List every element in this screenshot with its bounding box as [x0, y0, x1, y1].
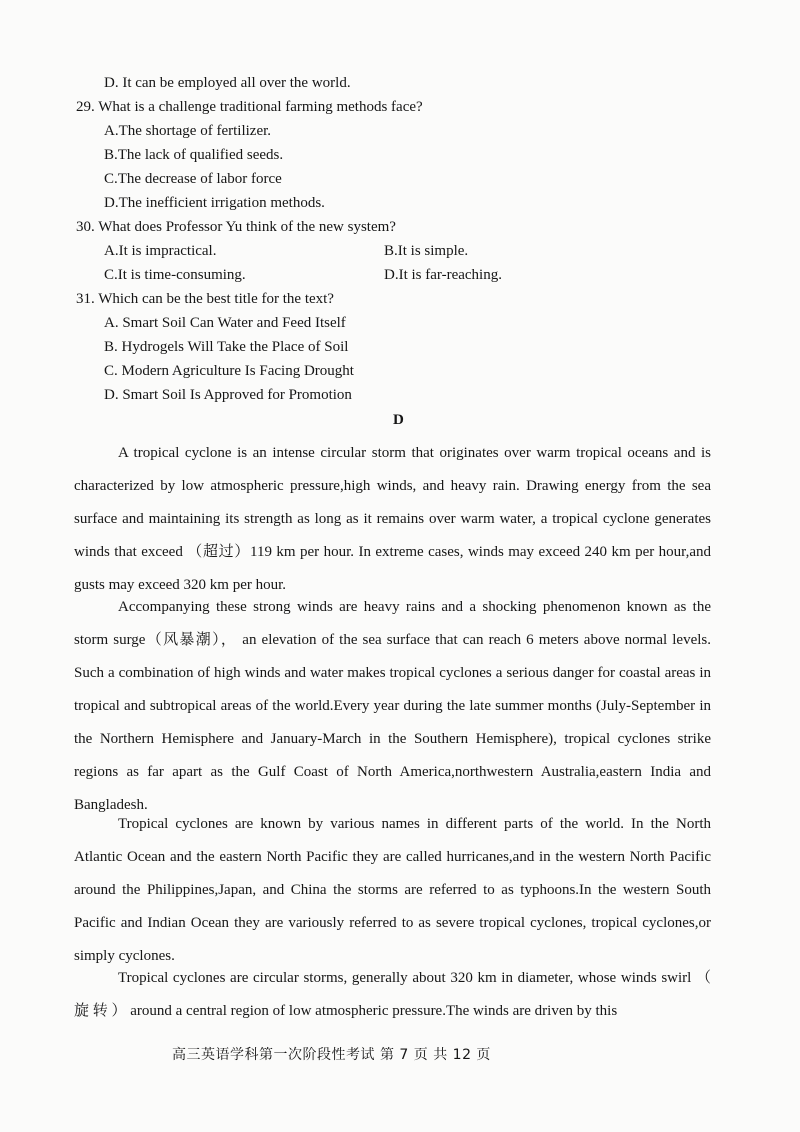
q30-option-b: B.It is simple.	[384, 243, 469, 259]
q29-option-d: D.The inefficient irrigation methods.	[104, 195, 325, 211]
paragraph-text: A tropical cyclone is an intense circular storm that originates over warm tropical oceans and is characterized by low atmospheric pressure,high winds, and heavy rain. Drawing energy from the sea surface and maintaining its strength as long as it remains over warm water, a tropical cyclone generates winds that exceed （超过）119 km per hour. In extreme cases, winds may exceed 240 km per hour,and gusts may exceed 320 km per hour.	[74, 445, 711, 593]
q29-option-b: B.The lack of qualified seeds.	[104, 147, 284, 163]
paragraph-text: Tropical cyclones are circular storms, generally about 320 km in diameter, whose winds swirl （ 旋 转 ） around a central region of low atmospheric pressure.The winds are driven by this	[74, 970, 711, 1019]
q30-stem: 30. What does Professor Yu think of the new system?	[76, 219, 396, 235]
q30-option-d: D.It is far-reaching.	[384, 267, 502, 283]
section-heading: D	[393, 412, 404, 428]
paragraph-text: Accompanying these strong winds are heavy rains and a shocking phenomenon known as the storm surge（风暴潮）， an elevation of the sea surface that can reach 6 meters above normal levels. Such a combination of high winds and water makes tropical cyclones a serious danger for coastal areas in tropical and subtropical areas of the world.Every year during the late summer months (July-September in the Northern Hemisphere and January-March in the Southern Hemisphere), tropical cyclones strike regions as far apart as the Gulf Coast of North America,northwestern Australia,eastern India and Bangladesh.	[74, 599, 711, 813]
q30-option-a: A.It is impractical.	[104, 243, 217, 259]
q31-option-c: C. Modern Agriculture Is Facing Drought	[104, 363, 354, 379]
passage-paragraph	[74, 591, 711, 822]
passage-paragraph	[74, 962, 711, 1028]
passage-paragraph	[74, 437, 711, 602]
q29-stem: 29. What is a challenge traditional farming methods face?	[76, 99, 423, 115]
q28-option-d: D. It can be employed all over the world.	[104, 75, 351, 91]
page-footer: 高三英语学科第一次阶段性考试 第 7 页 共 12 页	[172, 1047, 491, 1063]
q29-option-c: C.The decrease of labor force	[104, 171, 282, 187]
q29-option-a: A.The shortage of fertilizer.	[104, 123, 272, 139]
q30-option-c: C.It is time-consuming.	[104, 267, 246, 283]
q31-option-a: A. Smart Soil Can Water and Feed Itself	[104, 315, 346, 331]
paragraph-text: Tropical cyclones are known by various names in different parts of the world. In the North Atlantic Ocean and the eastern North Pacific they are called hurricanes,and in the western North Pacific around the Philippines,Japan, and China the storms are referred to as typhoons.In the western South Pacific and Indian Ocean they are variously referred to as severe tropical cyclones, tropical cyclones,or simply cyclones.	[74, 816, 711, 964]
passage-paragraph	[74, 808, 711, 973]
q31-stem: 31. Which can be the best title for the text?	[76, 291, 334, 307]
q31-option-d: D. Smart Soil Is Approved for Promotion	[104, 387, 352, 403]
q31-option-b: B. Hydrogels Will Take the Place of Soil	[104, 339, 349, 355]
